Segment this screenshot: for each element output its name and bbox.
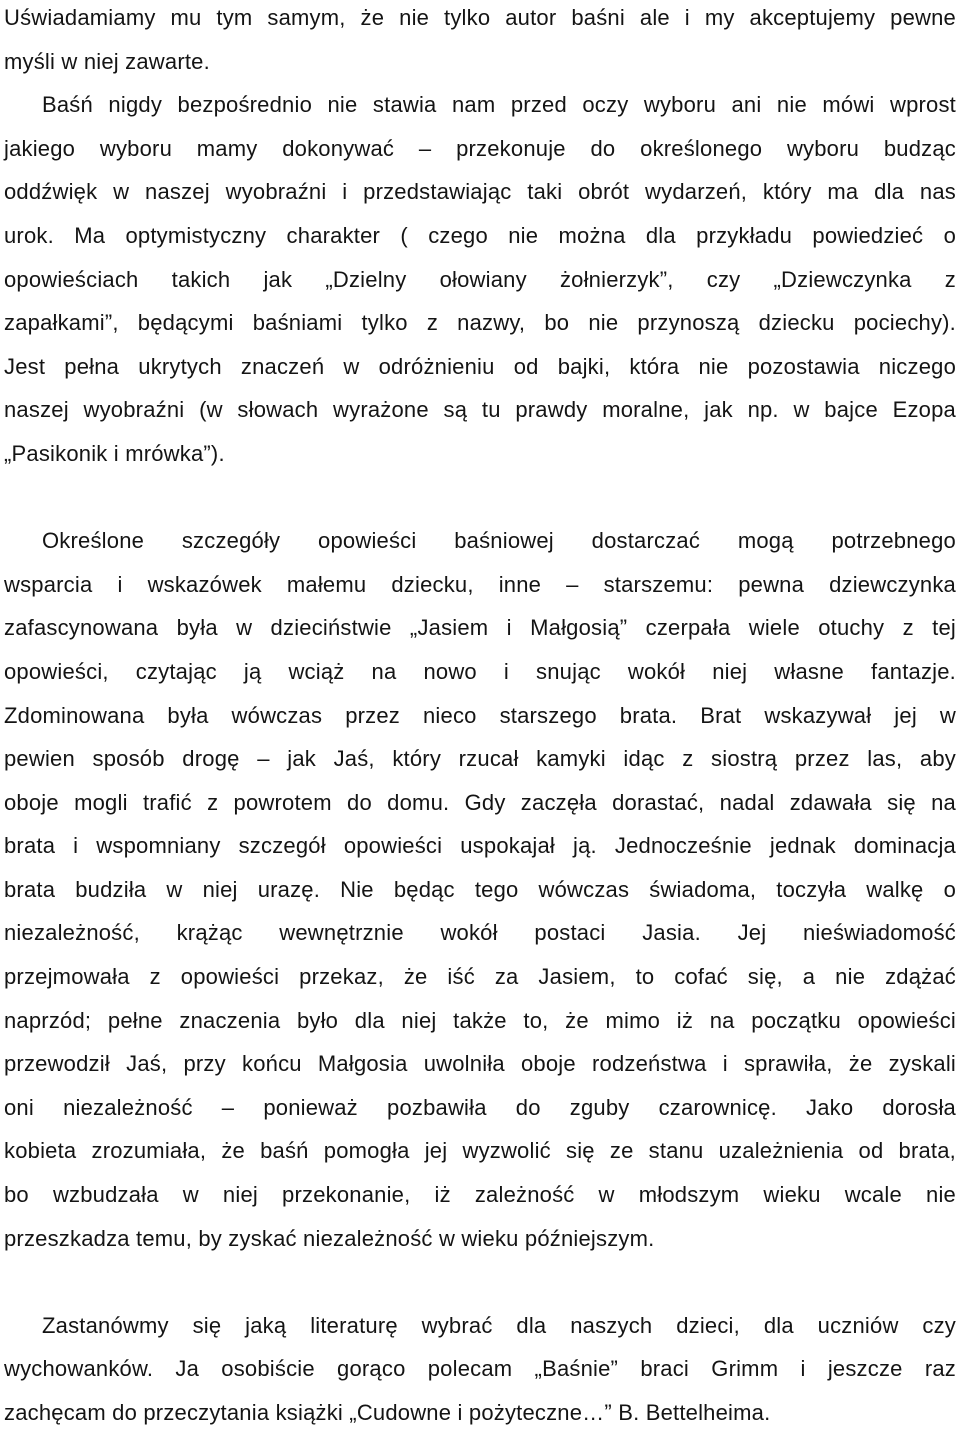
paragraph-4 <box>4 1304 956 1435</box>
text-line: przeszkadza temu, by zyskać niezależność w wieku późniejszym. <box>4 1225 655 1251</box>
text-line: pewien sposób drogę – jak Jaś, który rzucał kamyki idąc z siostrą przez las, aby <box>4 746 956 772</box>
text-line: brata i wspomniany szczegół opowieści uspokajał ją. Jednocześnie jednak dominacja <box>4 833 956 859</box>
text-line: zafascynowana była w dzieciństwie „Jasiem i Małgosią” czerpała wiele otuchy z tej <box>4 615 956 641</box>
document-page <box>4 0 956 1435</box>
paragraph-1 <box>4 0 956 83</box>
text-line: „Pasikonik i mrówka”). <box>4 440 225 466</box>
text-line: oddźwięk w naszej wyobraźni i przedstawiając taki obrót wydarzeń, który ma dla nas <box>4 179 956 205</box>
text-line: naszej wyobraźni (w słowach wyrażone są tu prawdy moralne, jak np. w bajce Ezopa <box>4 397 956 423</box>
text-line: naprzód; pełne znaczenia było dla niej także to, że mimo iż na początku opowieści <box>4 1007 956 1033</box>
text-line: oboje mogli trafić z powrotem do domu. Gdy zaczęła dorastać, nadal zdawała się na <box>4 789 956 815</box>
text-line: przewodził Jaś, przy końcu Małgosia uwolniła oboje rodzeństwa i sprawiła, że zyskali <box>4 1051 956 1077</box>
text-line: urok. Ma optymistyczny charakter ( czego nie można dla przykładu powiedzieć o <box>4 222 956 248</box>
text-line: wsparcia i wskazówek małemu dziecku, inne – starszemu: pewna dziewczynka <box>4 571 956 597</box>
text-line: zapałkami”, będącymi baśniami tylko z nazwy, bo nie przynoszą dziecku pociechy). <box>4 310 956 336</box>
text-line: kobieta zrozumiała, że baśń pomogła jej wyzwolić się ze stanu uzależnienia od brata, <box>4 1138 956 1164</box>
text-line: Zastanówmy się jaką literaturę wybrać dla naszych dzieci, dla uczniów czy <box>42 1312 956 1338</box>
text-line: brata budziła w niej urazę. Nie będąc tego wówczas świadoma, toczyła walkę o <box>4 876 956 902</box>
text-line: opowieści, czytając ją wciąż na nowo i snując wokół niej własne fantazje. <box>4 658 956 684</box>
text-line: jakiego wyboru mamy dokonywać – przekonuje do określonego wyboru budząc <box>4 135 956 161</box>
text-line: bo wzbudzała w niej przekonanie, iż zależność w młodszym wieku wcale nie <box>4 1182 956 1208</box>
text-line: opowieściach takich jak „Dzielny ołowiany żołnierzyk”, czy „Dziewczynka z <box>4 266 956 292</box>
text-line: wychowanków. Ja osobiście gorąco polecam „Baśnie” braci Grimm i jeszcze raz <box>4 1356 956 1382</box>
text-line: myśli w niej zawarte. <box>4 48 210 74</box>
paragraph-gap <box>4 1260 956 1304</box>
text-line: niezależność, krążąc wewnętrznie wokół postaci Jasia. Jej nieświadomość <box>4 920 956 946</box>
paragraph-2 <box>4 83 956 475</box>
paragraph-3 <box>4 519 956 1260</box>
paragraph-gap <box>4 476 956 520</box>
text-line: Zdominowana była wówczas przez nieco starszego brata. Brat wskazywał jej w <box>4 702 956 728</box>
text-line: Uświadamiamy mu tym samym, że nie tylko autor baśni ale i my akceptujemy pewne <box>4 5 956 30</box>
text-line: Baśń nigdy bezpośrednio nie stawia nam przed oczy wyboru ani nie mówi wprost <box>42 92 956 118</box>
text-line: Określone szczegóły opowieści baśniowej dostarczać mogą potrzebnego <box>42 528 956 554</box>
text-line: Jest pełna ukrytych znaczeń w odróżnieniu od bajki, która nie pozostawia niczego <box>4 353 956 379</box>
text-line: przejmowała z opowieści przekaz, że iść za Jasiem, to cofać się, a nie zdążać <box>4 964 956 990</box>
text-line: oni niezależność – ponieważ pozbawiła do zguby czarownicę. Jako dorosła <box>4 1094 956 1120</box>
text-line: zachęcam do przeczytania książki „Cudowne i pożyteczne…” B. Bettelheima. <box>4 1400 771 1425</box>
